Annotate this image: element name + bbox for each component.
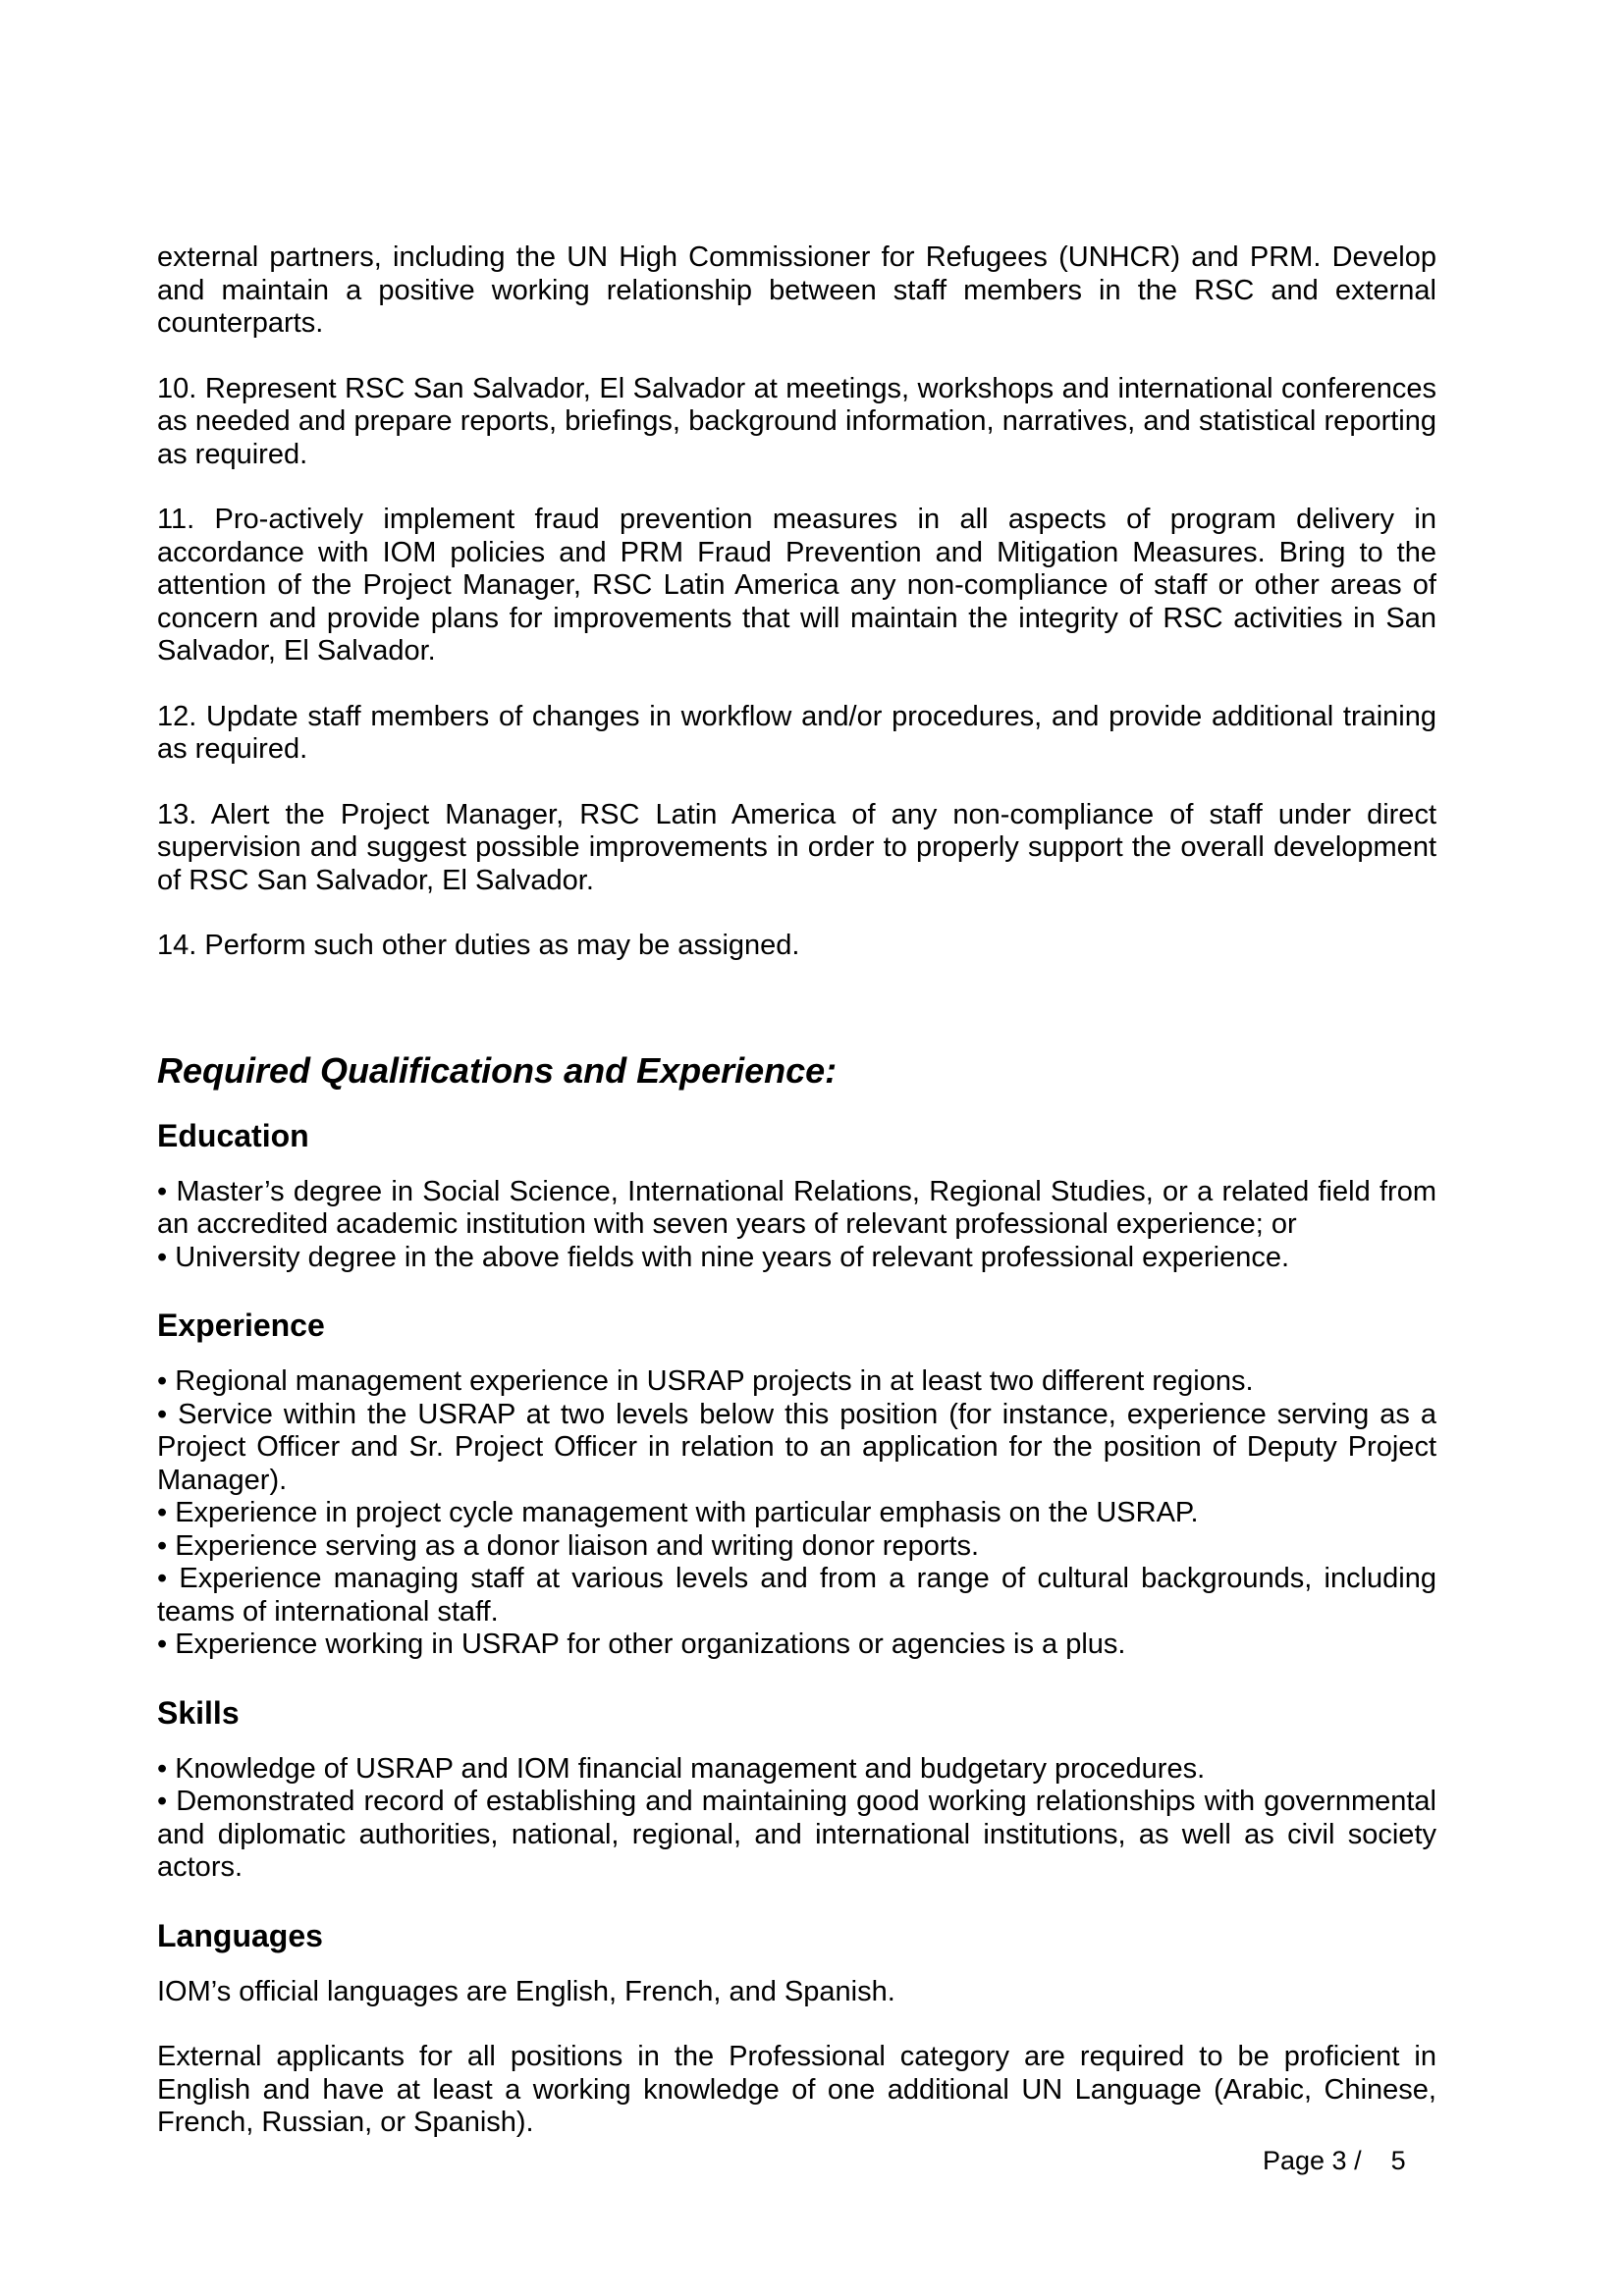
list-item: • Master’s degree in Social Science, International Relations, Regional Studies, or a related field from an accredited academic institution with seven years of relevant professional experience; or xyxy=(157,1175,1436,1240)
body-paragraph: 11. Pro-actively implement fraud prevention measures in all aspects of program delivery in accordance with IOM policies and PRM Fraud Prevention and Mitigation Measures. Bring to the attention of the Project Manager, RSC Latin America any non-compliance of staff or other areas of concern and provide plans for improvements that will maintain the integrity of RSC activities in San Salvador, El Salvador. xyxy=(157,504,1436,667)
list-item: • Regional management experience in USRAP projects in at least two different regions. xyxy=(157,1365,1254,1397)
experience-heading: Experience xyxy=(157,1308,325,1343)
spacer xyxy=(157,995,1436,1050)
list-item: • Experience managing staff at various levels and from a range of cultural backgrounds, including teams of international staff. xyxy=(157,1563,1436,1628)
experience-list xyxy=(157,1365,1436,1662)
languages-heading: Languages xyxy=(157,1917,323,1953)
document-page xyxy=(157,241,1436,2172)
list-item: • Experience working in USRAP for other organizations or agencies is a plus. xyxy=(157,1629,1126,1660)
list-item: • Experience serving as a donor liaison and writing donor reports. xyxy=(157,1529,980,1562)
list-item: • Service within the USRAP at two levels below this position (for instance, experience serving as a Project Officer and Sr. Project Officer in relation to an application for the position of Deputy Project Manager). xyxy=(157,1398,1436,1496)
skills-heading: Skills xyxy=(157,1694,240,1731)
education-heading: Education xyxy=(157,1117,309,1153)
list-item: • Experience in project cycle management with particular emphasis on the USRAP. xyxy=(157,1497,1199,1528)
body-paragraph: 10. Represent RSC San Salvador, El Salvador at meetings, workshops and international conferences as needed and prepare reports, briefings, background information, narratives, and statistical reporting as required. xyxy=(157,372,1436,470)
body-paragraph: external partners, including the UN High Commissioner for Refugees (UNHCR) and PRM. Develop and maintain a positive working relationship between staff members in the RSC and external counterparts. xyxy=(157,241,1436,339)
skills-list xyxy=(157,1753,1436,1885)
body-paragraph: External applicants for all positions in the Professional category are required to be proficient in English and have at least a working knowledge of one additional UN Language (Arabic, Chinese, French, Russian, or Spanish). xyxy=(157,2041,1436,2138)
list-item: • Knowledge of USRAP and IOM financial management and budgetary procedures. xyxy=(157,1752,1206,1785)
list-item: • University degree in the above fields with nine years of relevant professional experience. xyxy=(157,1241,1290,1273)
body-paragraph: 12. Update staff members of changes in workflow and/or procedures, and provide additional training as required. xyxy=(157,700,1436,765)
body-paragraph: IOM’s official languages are English, French, and Spanish. xyxy=(157,1975,895,2007)
section-title: Required Qualifications and Experience: xyxy=(157,1049,838,1091)
body-paragraph: 13. Alert the Project Manager, RSC Latin America of any non-compliance of staff under direct supervision and suggest possible improvements in order to properly support the overall development of RSC San Salvador, El Salvador. xyxy=(157,798,1436,896)
education-list xyxy=(157,1176,1436,1275)
list-item: • Demonstrated record of establishing and maintaining good working relationships with governmental and diplomatic authorities, national, regional, and international institutions, as well as civil society actors. xyxy=(157,1786,1436,1883)
page-number: Page 3 / 5 xyxy=(1263,2146,1406,2175)
body-paragraph: 14. Perform such other duties as may be assigned. xyxy=(157,930,800,961)
